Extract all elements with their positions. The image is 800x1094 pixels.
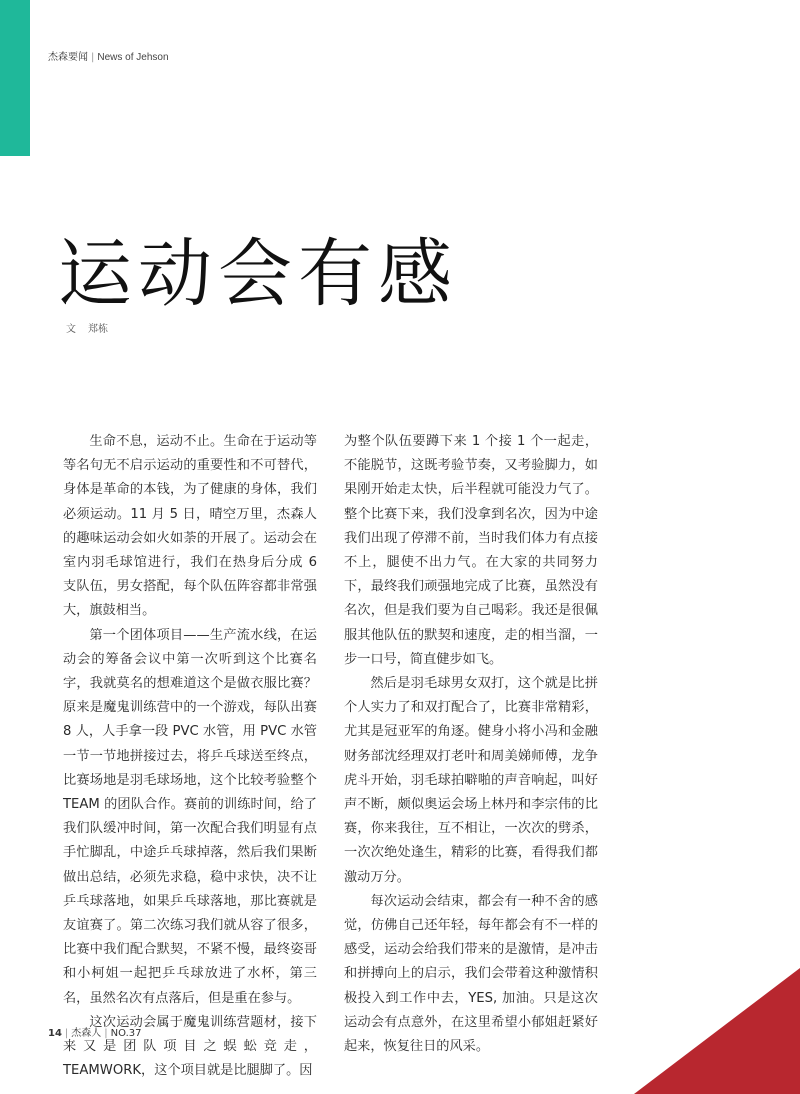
paragraph: 第一个团体项目——生产流水线，在运动会的筹备会议中第一次听到这个比赛名字，我就莫名的想难道这个是做衣服比赛？原来是魔鬼训练营中的一个游戏，每队出赛 8 人，人手拿一段 PVC 水管，用 PVC 水管一节一节地拼接过去，将乒乓球送至终点，比赛场地是羽毛球场地，这个比较考验整个 TEAM 的团队合作。赛前的训练时间，给了我们队缓冲时间，第一次配合我们明显有点手忙脚乱，中途乒乓球掉落，然后我们果断做出总结，必须先求稳，稳中求快，决不让乒乓球落地，如果乒乓球落地，那比赛就是友谊赛了。第二次练习我们就从容了很多，比赛中我们配合默契，不紧不慢，最终姿哥和小柯姐一起把乒乓球放进了水杯，第三名，虽然名次有点落后，但是重在参与。 xyxy=(63,627,317,1006)
section-title-cn: 杰森要闻 xyxy=(48,52,88,63)
page-number: 14 xyxy=(48,1028,62,1039)
byline-author: 郑栋 xyxy=(88,324,108,335)
magazine-name: 杰森人 xyxy=(71,1028,102,1039)
article-title: 运动会有感 xyxy=(58,231,458,317)
article-column-left xyxy=(63,430,317,1083)
byline-label: 文 xyxy=(66,324,76,335)
issue-number: NO.37 xyxy=(110,1028,142,1039)
paragraph: 这次运动会属于魔鬼训练营题材，接下来又是团队项目之蜈蚣竞走，TEAMWORK，这个项目就是比腿脚了。因 xyxy=(63,1014,317,1079)
footer-divider: | xyxy=(104,1028,108,1039)
paragraph: 生命不息，运动不止。生命在于运动等等名句无不启示运动的重要性和不可替代，身体是革命的本钱，为了健康的身体，我们必须运动。11 月 5 日，晴空万里，杰森人的趣味运动会如火如荼的开展了。运动会在室内羽毛球馆进行，我们在热身后分成 6 支队伍，男女搭配，每个队伍阵容都非常强大，旗鼓相当。 xyxy=(63,434,317,619)
page-footer xyxy=(48,1024,142,1039)
section-title-en: News of Jehson xyxy=(97,52,169,63)
footer-divider: | xyxy=(64,1028,69,1039)
paragraph: 然后是羽毛球男女双打，这个就是比拼个人实力了和双打配合了，比赛非常精彩，尤其是冠亚军的角逐。健身小将小冯和金融财务部沈经理双打老叶和周美娣师傅，龙争虎斗开始，羽毛球拍噼啪的声音响起，叫好声不断，颇似奥运会场上林丹和李宗伟的比赛，你来我往，互不相让，一次次的劈杀，一次次绝处逢生，精彩的比赛，看得我们都激动万分。 xyxy=(344,676,598,885)
section-header xyxy=(48,48,169,63)
green-accent-bar xyxy=(0,0,30,156)
header-divider: | xyxy=(91,52,95,63)
paragraph: 为整个队伍要蹲下来 1 个接 1 个一起走，不能脱节，这既考验节奏，又考验脚力，如果刚开始走太快，后半程就可能没力气了。整个比赛下来，我们没拿到名次，因为中途我们出现了停滞不前，当时我们体力有点接不上，腿使不出力气。在大家的共同努力下，最终我们顽强地完成了比赛，虽然没有名次，但是我们要为自己喝彩。我还是很佩服其他队伍的默契和速度，走的相当溜，一步一口号，简直健步如飞。 xyxy=(344,434,598,667)
byline xyxy=(66,320,108,335)
article-column-right xyxy=(344,430,598,1059)
paragraph: 每次运动会结束，都会有一种不舍的感觉，仿佛自己还年轻，每年都会有不一样的感受，运动会给我们带来的是激情，是冲击和拼搏向上的启示，我们会带着这种激情积极投入到工作中去，YES, 加油。只是这次运动会有点意外，在这里希望小郁姐赶紧好起来，恢复往日的风采。 xyxy=(344,893,598,1055)
red-corner-triangle xyxy=(634,968,800,1094)
